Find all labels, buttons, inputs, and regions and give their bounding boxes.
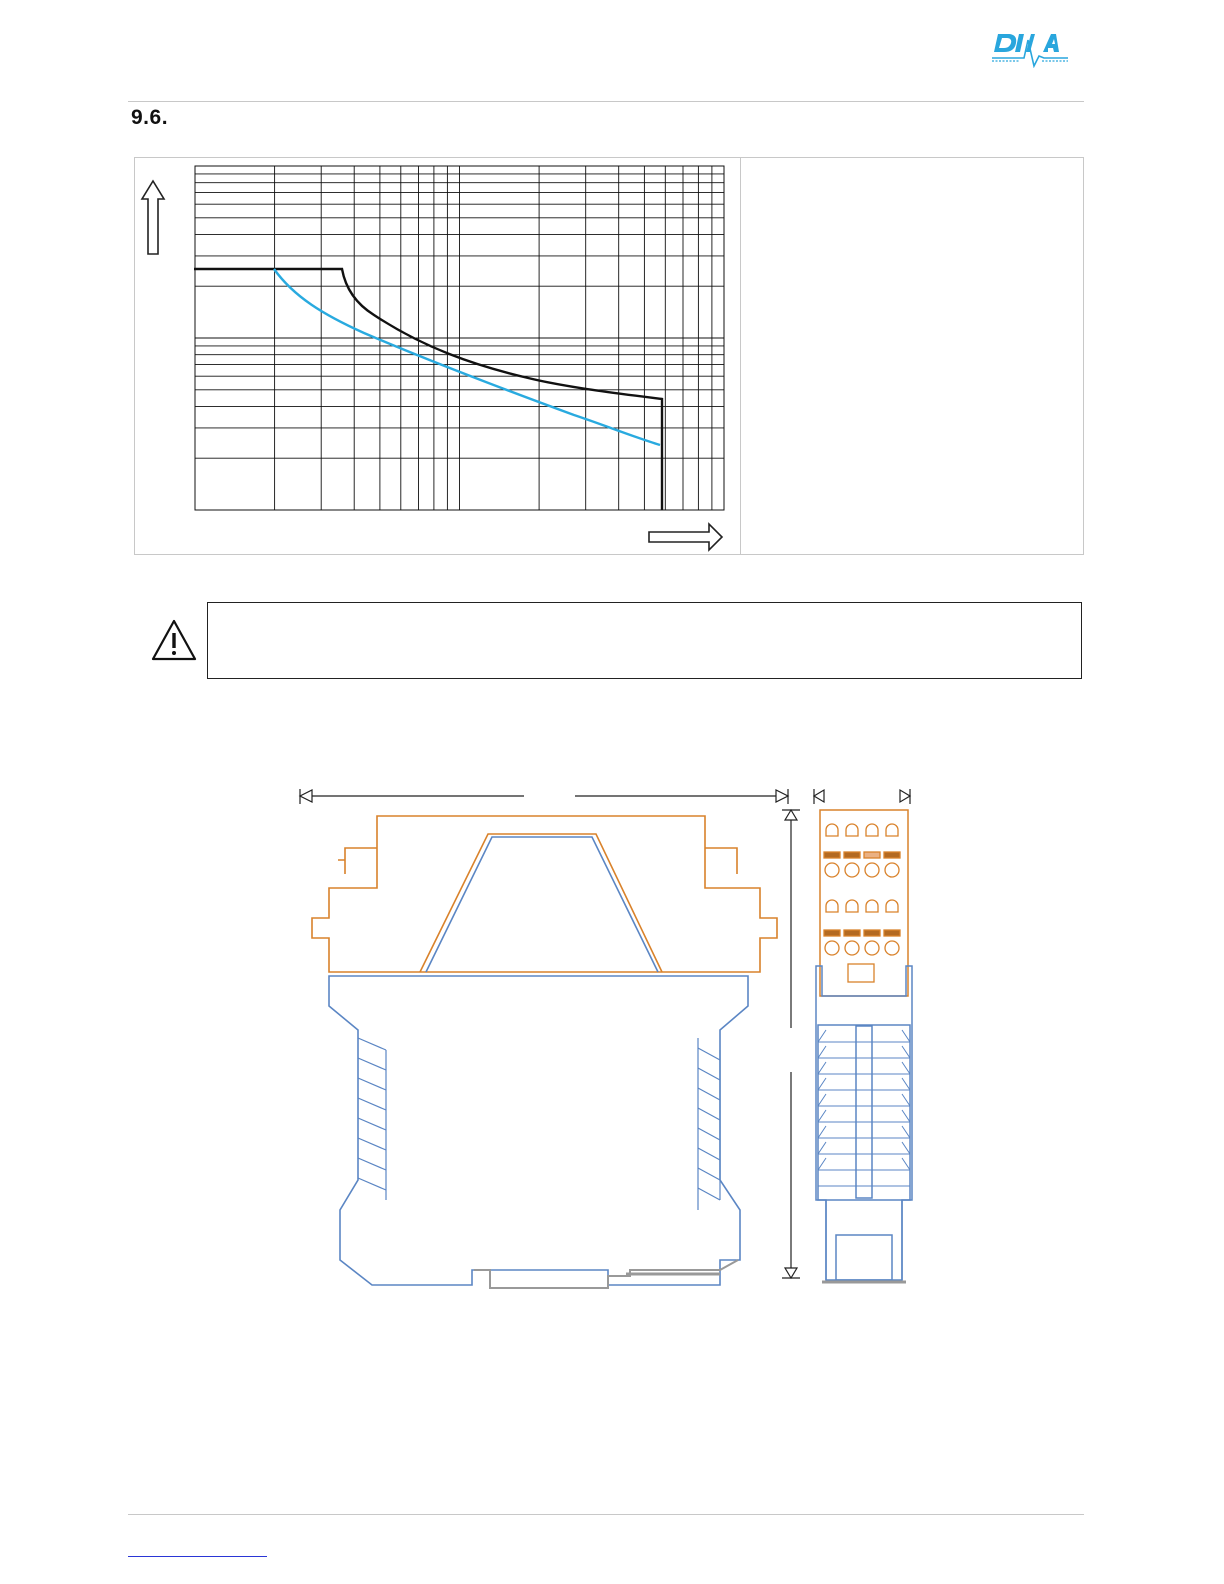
module-base [329,837,748,1285]
height-dimension-line [782,810,800,1278]
housing-top [312,816,777,972]
derating-chart [134,157,740,555]
x-axis-arrow-icon [649,524,722,550]
footer-rule [128,1514,1084,1515]
y-axis-arrow-icon [142,181,164,254]
din-rail [474,1260,738,1288]
chart-side-panel [740,157,741,555]
depth-dimension-line [814,789,910,804]
warning-box [207,602,1082,679]
dina-logo-icon [990,28,1070,68]
din-rail-module-dimension-drawing [290,780,930,1290]
grid-horizontal [195,166,724,510]
series-blue-curve [274,269,660,445]
side-view-base [816,966,912,1280]
header-rule [128,101,1084,102]
side-view-housing [820,810,908,996]
section-number: 9.6. [131,106,169,129]
footer-link-underline[interactable] [128,1556,267,1557]
warning-triangle-icon [150,618,198,662]
width-dimension-line [300,789,788,804]
